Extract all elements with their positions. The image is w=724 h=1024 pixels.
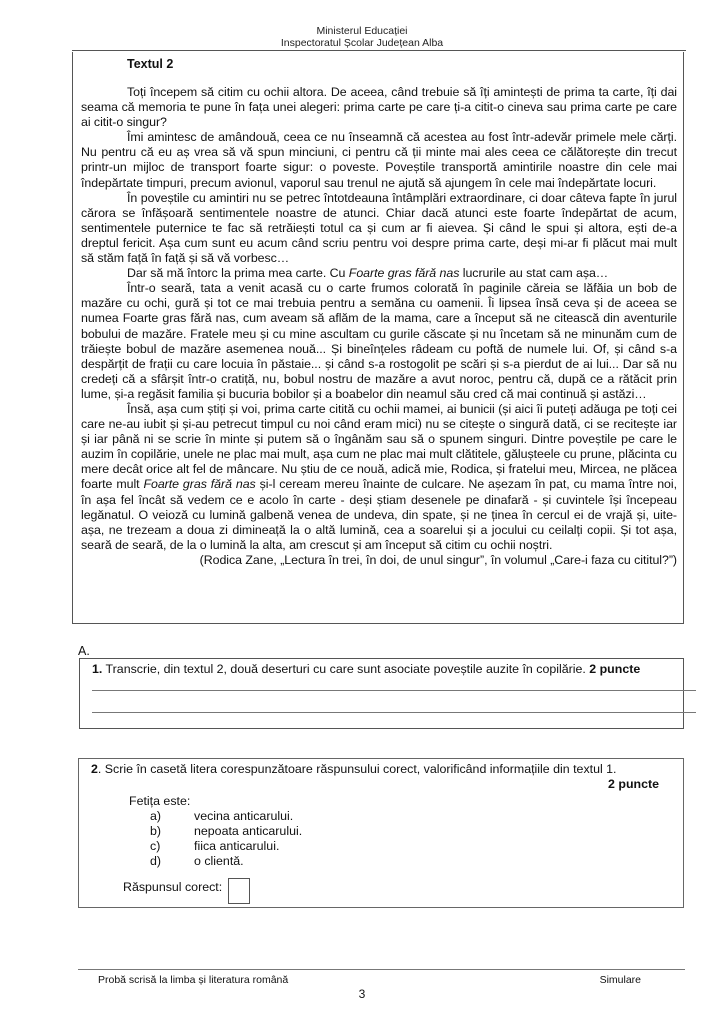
question-1-points: 2 puncte — [589, 662, 641, 676]
paragraph-6 — [81, 402, 677, 553]
paragraph-2: Îmi amintesc de amândouă, ceea ce nu înseamnă că acestea au fost într-adevăr primele mele cărți. Nu pentru că eu aș vrea să vă spun minciuni, ci pentru că ții minte mai ales ceea ce călătorește din trecut printr-un mijloc de transport foarte sigur: o poveste. Poveștile transportă amintirile noastre din cele mai îndepărtate timpuri, precum avionul, vaporul sau trenul ne ajută să ajungem în cele mai îndepărtate locuri. — [81, 130, 677, 190]
answer-row — [123, 880, 250, 904]
question-2-box — [78, 758, 684, 908]
citation: (Rodica Zane, „Lectura în trei, în doi, de unul singur”, în volumul „Care-i faza cu cititul?”) — [199, 552, 677, 567]
page-header — [0, 25, 724, 49]
question-1-box — [79, 658, 684, 729]
header-ministry: Ministerul Educației — [316, 25, 408, 37]
question-2-number: 2 — [91, 762, 98, 776]
footer-subject: Probă scrisă la limba și literatura română — [98, 974, 289, 986]
paragraph-4-end: lucrurile au stat cam așa… — [459, 266, 609, 281]
question-2-text — [91, 762, 617, 776]
option-letter: b) — [150, 824, 162, 839]
paragraph-4-start: Dar să mă întorc la prima mea carte. Cu — [127, 266, 349, 281]
paragraph-3: În poveștile cu amintiri nu se petrec întotdeauna întâmplări extraordinare, ci doar câteva fapte în jurul cărora se înfășoară sentimentele noastre de atunci. Chiar dacă atunci este foarte îndepărtat de acum, sentimentele puternice te fac să retrăiești totul ca și cum ar fi aievea. Și când le spui și altora, ești de-a dreptul fericit. Așa cum sunt eu acum când scriu pentru voi despre prima carte, deși mi-ar fi plăcut mai mult să stăm față în față și să vă vorbesc… — [81, 190, 677, 266]
answer-line-2[interactable] — [92, 712, 696, 713]
section-label: A. — [78, 644, 90, 658]
option-text: fiica anticarului. — [194, 839, 280, 854]
paragraph-4 — [81, 266, 677, 281]
book-title-italic: Foarte gras fără nas — [348, 266, 460, 281]
text-title: Textul 2 — [127, 57, 174, 71]
question-2-points: 2 puncte — [608, 777, 659, 791]
page-number: 3 — [358, 987, 366, 1001]
reading-text-box — [72, 52, 684, 624]
question-2-stem: Fetița este: — [129, 794, 191, 808]
option-letter: d) — [150, 854, 162, 869]
paragraph-1: Toți începem să citim cu ochii altora. De aceea, când trebuie să îți amintești de prima ta carte, îți dai seama că memoria te pune în fața unei alegeri: prima carte pe care ți-a citit-o cineva sau prima carte pe care ai citit-o singur? — [81, 85, 677, 130]
answer-line-1[interactable] — [92, 690, 696, 691]
footer-exam-type: Simulare — [599, 974, 641, 986]
text-body — [81, 85, 677, 568]
question-1-prompt: Transcrie, din textul 2, două deserturi cu care sunt asociate poveștile auzite în copilărie. — [102, 662, 590, 676]
answer-options — [150, 809, 302, 869]
paragraph-5: Într-o seară, tata a venit acasă cu o carte frumos colorată în paginile căreia se lăfăia un bob de mazăre cu ochi, gură și tot ce mai trebuia pentru a semăna cu oamenii. Îi lipsea însă ceva și de aceea se numea Foarte gras fără nas, cum aveam să aflăm de la mama, care a început să ne citească din aventurile bobului de mazăre. Fratele meu și cu mine ascultam cu gurile căscate și nu încetam să ne minunăm cum de trăiește bobul de mazăre asemenea nouă... Și bineînțeles râdeam cu poftă de numele lui. Of, și când s-a despărțit de frații cu care locuia în păstaie... și când s-a rostogolit pe scări și s-a pierdut de ai lui... Dar să nu credeți că a sfârșit într-o cratiță, nu, bobul nostru de mazăre a avut noroc, pentru că, după ce a rătăcit prin lume, și-a regăsit familia și bucuria bobilor și a boabelor din neamul său cred că mai continuă și astăzi… — [81, 281, 677, 401]
paragraph-6-start: Însă, așa cum știți și voi, prima carte citită cu ochii mamei, ai bunicii (și aici îi puteți adăuga pe toți cei care ne-au iubit și și-au petrecut timpul cu noi când eram mici) nu se citește o singură dată, ci se recitește iar și iar până ni se scrie în minte și putem să o îngânăm sau să o spunem singuri. Dintre poveștile pe care le auzim în copilărie, unele ne plac mai mult, așa cum ne plac mai mult clătitele, gălușteele cu prune, plăcinta cu mere decât orice alt fel de mâncare. Nu știu de ce nouă, adică mie, Rodica, și fratelui meu, Mircea, ne plăcea foarte mult — [81, 401, 677, 492]
option-text: vecina anticarului. — [194, 809, 294, 823]
book-title-italic: Foarte gras fără nas — [143, 477, 256, 492]
answer-input-box[interactable] — [228, 878, 250, 904]
footer-divider — [78, 969, 685, 970]
question-2-prompt: . Scrie în casetă litera corespunzătoare răspunsului corect, valorificând informațiile din textul 1. — [97, 762, 617, 776]
option-letter: c) — [150, 839, 161, 854]
option-d — [150, 854, 302, 869]
option-b — [150, 824, 302, 839]
paragraph-6-end: și-l ceream mereu înainte de culcare. Ne așezam în pat, cu mama între noi, în așa fel încât să vedem ce e acolo în carte - deși știam desenele pe dinafară - și cuvintele își începeau legănatul. O veioză cu lumină galbenă venea de undeva, din spate, și ne ținea în cercul ei de vrajă și, uite-așa, ne trezeam a doua zi dimineață la o altă lumină, cea a soarelui și a jocului cu ceilalți copii. Și tot așa, seară de seară, de la o lumină la alta, am crescut și am început să citim cu ochii noștri. — [81, 477, 677, 552]
option-letter: a) — [150, 809, 162, 823]
question-1-text — [92, 662, 640, 676]
header-divider — [72, 50, 686, 51]
option-a — [150, 809, 302, 824]
option-text: o clientă. — [194, 854, 244, 869]
answer-label: Răspunsul corect: — [123, 880, 223, 894]
header-inspectorate: Inspectoratul Școlar Județean Alba — [280, 37, 444, 49]
option-text: nepoata anticarului. — [194, 824, 303, 839]
question-1-number: 1. — [92, 662, 103, 676]
option-c — [150, 839, 302, 854]
